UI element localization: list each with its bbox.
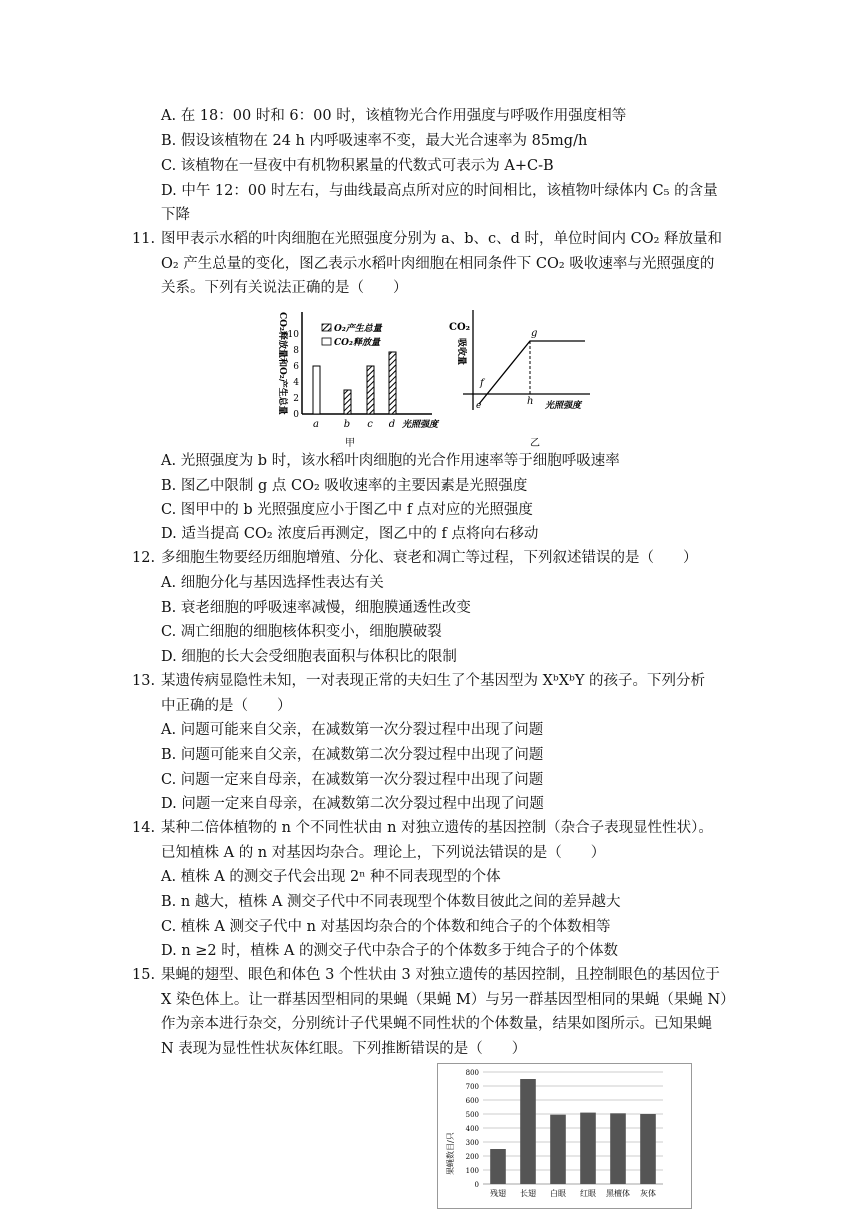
fig-yi-point-h: h [527,396,534,407]
q14-stem-line-1: 某种二倍体植物的 n 个不同性状由 n 对独立遗传的基因控制（杂合子表现显性性状）。 [161,820,713,836]
fig-jia-ylabel: CO₂释放量和O₂产生总量 [277,312,287,415]
fig-jia-xtick-a: a [313,419,319,430]
fig-yi-ylabel-top: CO₂ [449,322,471,333]
q14-option-a: A. 植株 A 的测交子代会出现 2ⁿ 种不同表现型的个体 [161,869,501,885]
q13-stem-line-1: 某遗传病显隐性未知，一对表现正常的夫妇生了个基因型为 XᵇXᵇY 的孩子。下列分析 [161,673,706,689]
q12-stem-line-1: 多细胞生物要经历细胞增殖、分化、衰老和凋亡等过程，下列叙述错误的是（ ） [161,550,698,566]
fig-jia-xtick-c: c [367,419,373,430]
figure-yi [445,300,595,450]
fig-jia-xlabel: 光照强度 [402,420,439,430]
chart-ytick-label: 800 [465,1069,479,1077]
figure-jia [262,300,442,450]
fig-yi-point-e: e [476,401,482,411]
chart-xtick-label: 灰体 [640,1189,656,1198]
q10-option-d: D. 中午 12：00 时左右，与曲线最高点所对应的时间相比，该植物叶绿体内 C₅ 的含量 [161,183,718,199]
fig-yi-point-g: g [531,328,538,339]
chart-xtick-label: 红眼 [580,1189,596,1198]
q11-option-a: A. 光照强度为 b 时，该水稻叶肉细胞的光合作用速率等于细胞呼吸速率 [161,453,620,469]
q14-option-b: B. n 越大，植株 A 测交子代中不同表现型个体数目彼此之间的差异越大 [161,894,621,910]
legend-co2-label: CO₂释放量 [334,338,380,348]
q11-option-c: C. 图甲中的 b 光照强度应小于图乙中 f 点对应的光照强度 [161,502,533,518]
fig-jia-ytick: 8 [293,346,299,356]
q11-number: 11. [132,231,156,247]
q15-stem-line-1: 果蝇的翅型、眼色和体色 3 个性状由 3 对独立遗传的基因控制，且控制眼色的基因位于 [161,967,720,983]
chart-xtick-label: 残翅 [490,1189,506,1198]
q12-option-b: B. 衰老细胞的呼吸速率减慢，细胞膜通透性改变 [161,600,471,616]
q13-option-a: A. 问题可能来自父亲，在减数第一次分裂过程中出现了问题 [161,722,544,738]
q11-option-b: B. 图乙中限制 g 点 CO₂ 吸收速率的主要因素是光照强度 [161,478,528,494]
chart-ytick-label: 200 [465,1153,479,1161]
chart-bar-0 [490,1149,506,1184]
q14-option-c: C. 植株 A 测交子代中 n 对基因均杂合的个体数和纯合子的个体数相等 [161,919,611,935]
legend-co2-swatch [322,338,331,345]
chart-ytick-label: 300 [465,1139,479,1147]
chart-xtick-label: 长翅 [520,1189,536,1198]
q13-stem-line-2: 中正确的是（ ） [161,698,292,714]
chart-xtick-label: 黑檀体 [606,1189,630,1198]
chart-ytick-label: 100 [465,1167,479,1175]
q12-option-a: A. 细胞分化与基因选择性表达有关 [161,575,384,591]
q10-option-a: A. 在 18：00 时和 6：00 时，该植物光合作用强度与呼吸作用强度相等 [161,108,627,124]
bar-a-co2 [313,366,320,414]
chart-ytick-label: 400 [465,1125,479,1133]
q15-stem-line-2: X 染色体上。让一群基因型相同的果蝇（果蝇 M）与另一群基因型相同的果蝇（果蝇 N） [161,992,735,1008]
fig-yi-caption: 乙 [530,438,540,449]
chart-bar-5 [640,1114,656,1184]
q13-option-d: D. 问题一定来自母亲，在减数第二次分裂过程中出现了问题 [161,796,544,812]
legend-o2-swatch [322,324,331,331]
q13-number: 13. [132,673,156,689]
fig-jia-ytick: 10 [287,330,299,340]
fig-jia-xtick-d: d [388,419,396,430]
fig-jia-ytick: 6 [293,362,299,372]
fruitfly-bar-chart [437,1063,692,1209]
q13-option-b: B. 问题可能来自父亲，在减数第二次分裂过程中出现了问题 [161,747,544,763]
fig-jia-ytick: 4 [293,378,299,388]
q14-number: 14. [132,820,156,836]
q14-option-d: D. n ≥2 时，植株 A 的测交子代中杂合子的个体数多于纯合子的个体数 [161,943,618,959]
q11-option-d: D. 适当提高 CO₂ 浓度后再测定，图乙中的 f 点将向右移动 [161,526,539,542]
q11-stem-line-3: 关系。下列有关说法正确的是（ ） [161,280,408,296]
bar-d-o2 [389,352,396,414]
q11-stem-line-1: 图甲表示水稻的叶肉细胞在光照强度分别为 a、b、c、d 时，单位时间内 CO₂ 释放量和 [161,231,723,247]
q11-stem-line-2: O₂ 产生总量的变化，图乙表示水稻叶肉细胞在相同条件下 CO₂ 吸收速率与光照强度的 [161,256,715,272]
fig-jia-xtick-b: b [343,419,351,430]
chart-xtick-label: 白眼 [550,1189,566,1198]
fig-yi-ylabel-rest: 吸收量 [456,338,466,366]
fig-jia-caption: 甲 [345,438,355,449]
chart-ytick-label: 600 [465,1097,479,1105]
q12-number: 12. [132,550,156,566]
chart-bar-3 [580,1113,596,1184]
chart-ytick-label: 500 [465,1111,479,1119]
q15-stem-line-3: 作为亲本进行杂交，分别统计子代果蝇不同性状的个体数量，结果如图所示。已知果蝇 [161,1016,712,1032]
chart-ylabel: 果蝇数目/只 [446,1132,455,1175]
q15-stem-line-4: N 表现为显性性状灰体红眼。下列推断错误的是（ ） [161,1041,527,1057]
fig-jia-ytick: 2 [293,394,299,404]
chart-bar-2 [550,1115,566,1184]
q14-stem-line-2: 已知植株 A 的 n 对基因均杂合。理论上，下列说法错误的是（ ） [161,845,606,861]
chart-ytick-label: 700 [465,1083,479,1091]
bar-c-o2 [367,366,374,414]
fig-yi-point-f: f [480,378,484,389]
q13-option-c: C. 问题一定来自母亲，在减数第一次分裂过程中出现了问题 [161,772,544,788]
q12-option-d: D. 细胞的长大会受细胞表面积与体积比的限制 [161,649,457,665]
q10-option-d-cont: 下降 [161,207,190,223]
chart-ytick-label: 0 [474,1181,479,1189]
fig-jia-ytick: 0 [293,410,299,420]
q10-option-b: B. 假设该植物在 24 h 内呼吸速率不变，最大光合速率为 85mg/h [161,133,588,149]
fig-yi-xlabel: 光照强度 [545,401,582,411]
q10-option-c: C. 该植物在一昼夜中有机物积累量的代数式可表示为 A+C-B [161,158,554,174]
chart-bar-1 [520,1079,536,1184]
bar-b-o2 [344,390,351,414]
q15-number: 15. [132,967,156,983]
q12-option-c: C. 凋亡细胞的细胞核体积变小，细胞膜破裂 [161,624,442,640]
legend-o2-label: O₂产生总量 [334,324,382,334]
chart-bar-4 [610,1113,626,1184]
